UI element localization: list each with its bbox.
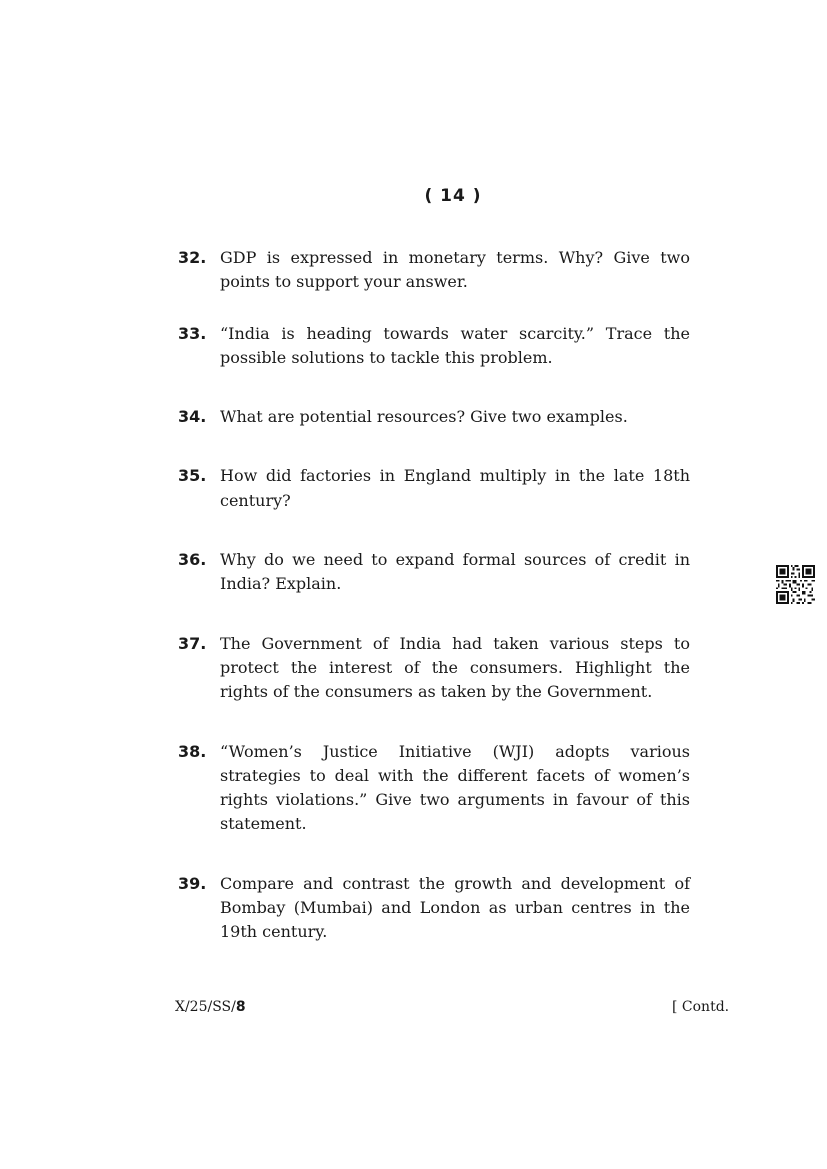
paper-code <box>175 999 246 1015</box>
question-number: 33. <box>178 323 207 343</box>
question-text: What are potential resources? Give two examples. <box>220 407 628 427</box>
question-list <box>178 246 690 945</box>
question-text: Why do we need to expand formal sources of credit in India? Explain. <box>220 550 690 594</box>
question-text: GDP is expressed in monetary terms. Why? Give two points to support your answer. <box>220 248 690 292</box>
question-number: 37. <box>178 633 207 653</box>
question-35 <box>178 464 690 513</box>
question-text: “Women’s Justice Initiative (WJI) adopts various strategies to deal with the different facets of women’s rights violations.” Give two arguments in favour of this statement. <box>220 741 690 834</box>
paper-code-prefix: X/25/SS/ <box>175 999 236 1015</box>
question-39 <box>178 872 690 945</box>
paper-code-suffix: 8 <box>235 999 246 1015</box>
question-number: 32. <box>178 248 207 267</box>
continued-marker: [ Contd. <box>672 999 730 1015</box>
question-number: 36. <box>178 550 207 570</box>
question-37 <box>178 632 690 705</box>
page-number <box>0 186 827 206</box>
question-number: 38. <box>178 741 207 761</box>
qr-code-icon <box>776 565 815 604</box>
question-33 <box>178 322 690 371</box>
question-36 <box>178 548 690 597</box>
question-text: “India is heading towards water scarcity.” Trace the possible solutions to tackle this problem. <box>220 323 690 367</box>
question-number: 35. <box>178 466 207 486</box>
question-text: How did factories in England multiply in the late 18th century? <box>220 466 690 510</box>
page-number-text: ( 14 ) <box>424 186 482 206</box>
question-text: Compare and contrast the growth and development of Bombay (Mumbai) and London as urban centres in the 19th century. <box>220 873 690 942</box>
question-text: The Government of India had taken various steps to protect the interest of the consumers. Highlight the rights of the consumers as taken by the Government. <box>220 633 690 702</box>
question-38 <box>178 740 690 837</box>
question-number: 34. <box>178 407 207 427</box>
question-32 <box>178 246 690 295</box>
question-34 <box>178 405 690 429</box>
question-number: 39. <box>178 873 207 893</box>
